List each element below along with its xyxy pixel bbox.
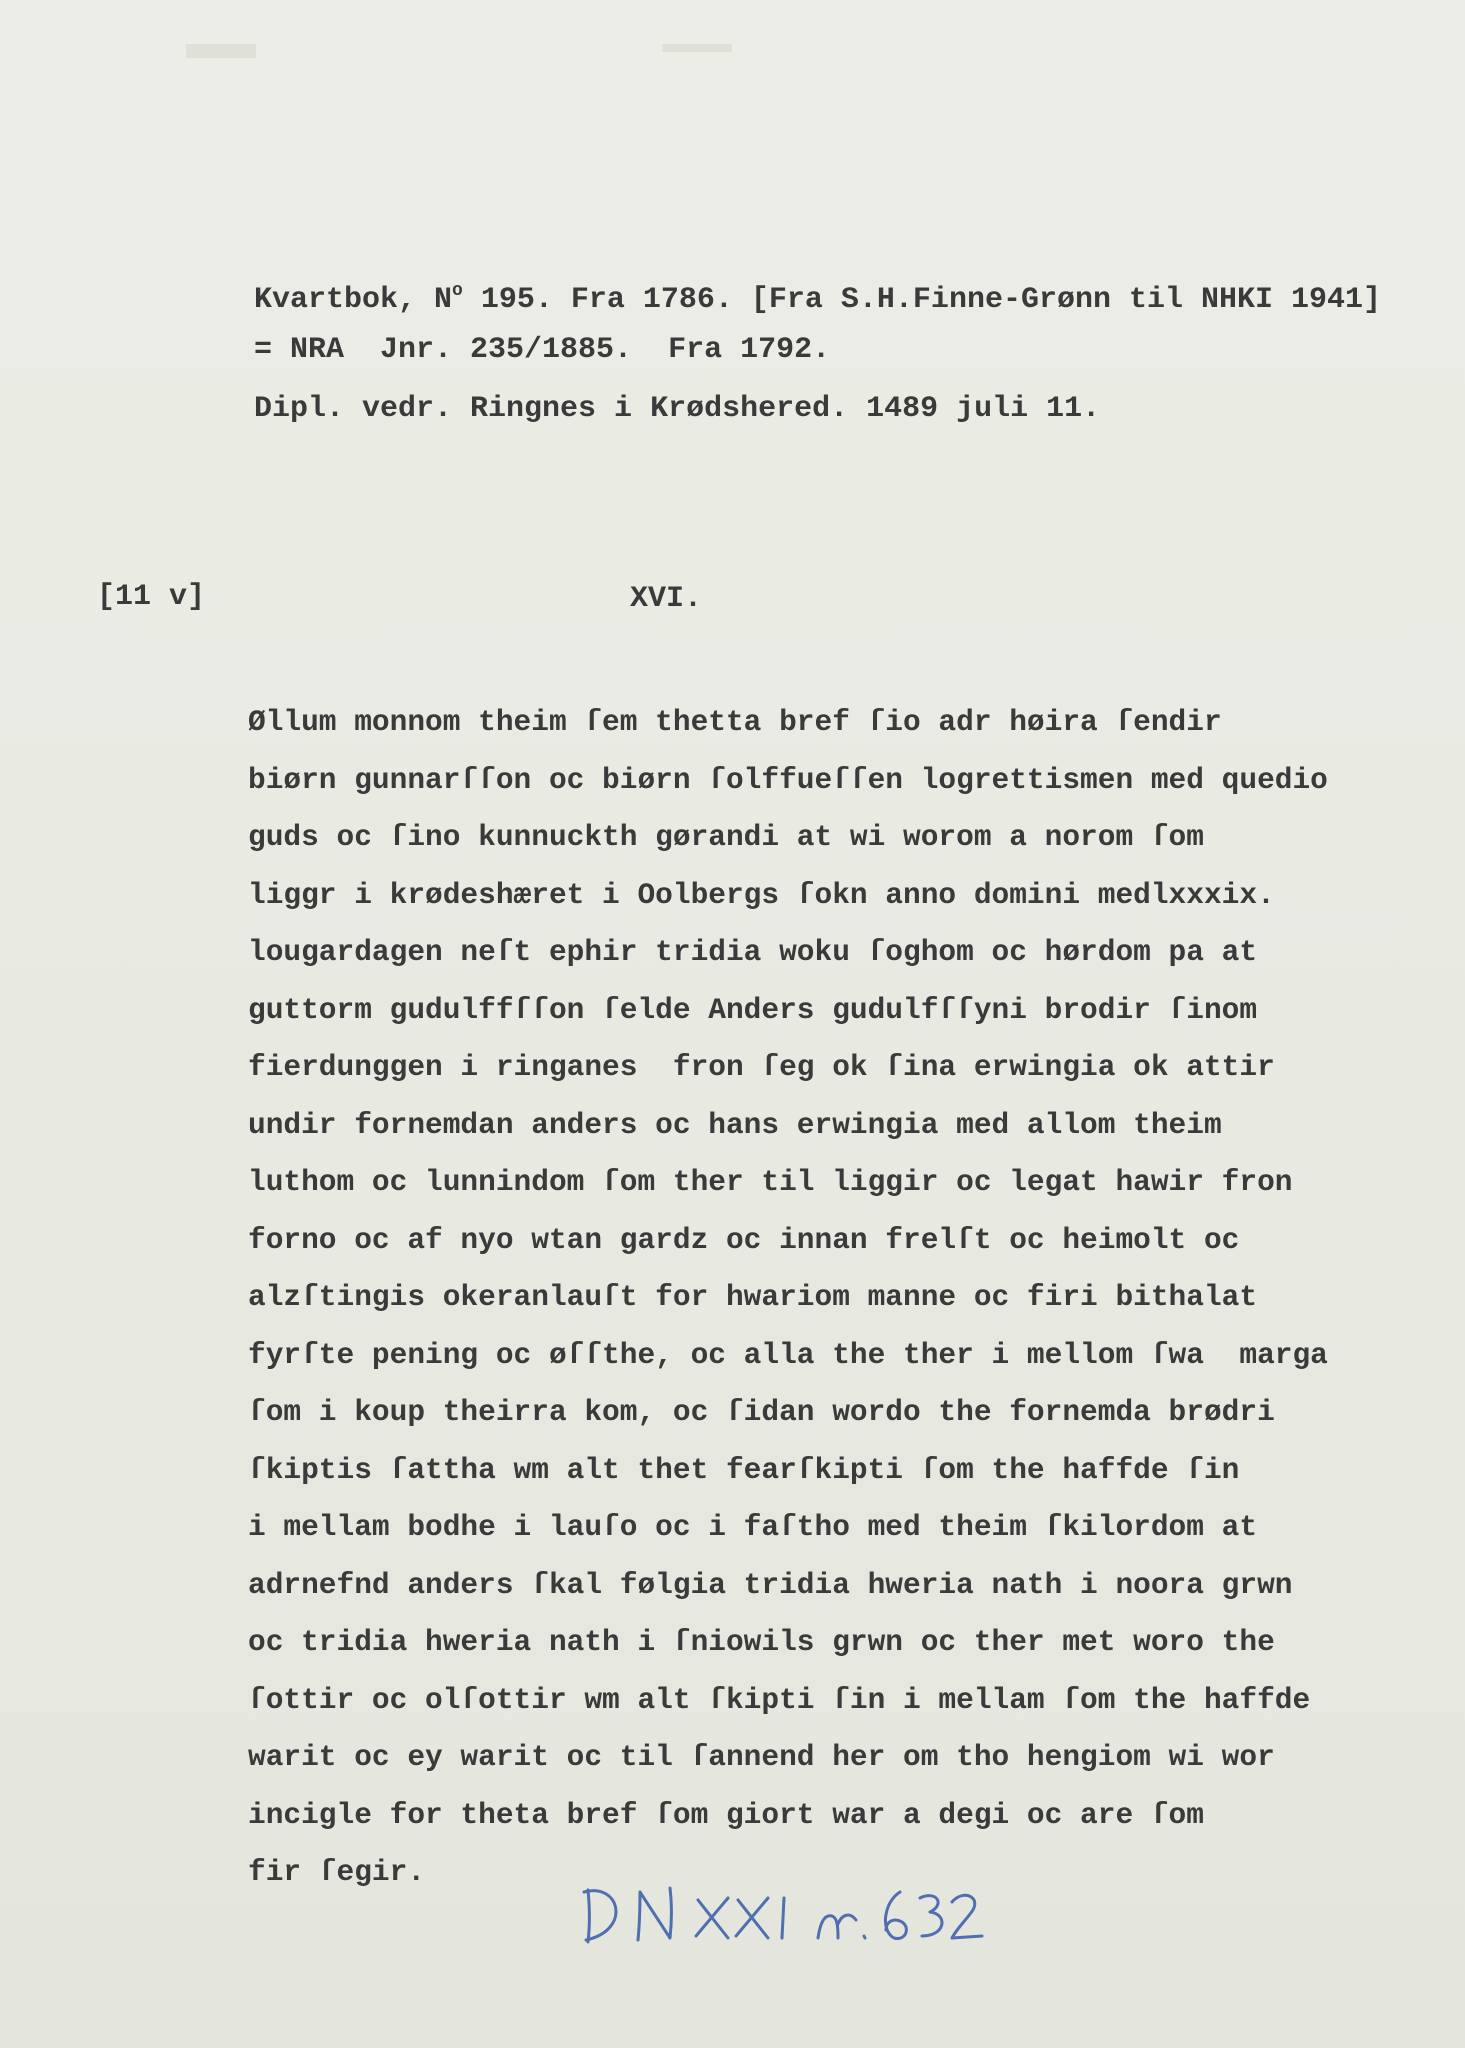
body-line: incigle for theta bref ſom giort war a degi oc are ſom — [248, 1797, 1204, 1832]
faint-smudge-left — [186, 44, 256, 58]
header-line-3: Dipl. vedr. Ringnes i Krødshered. 1489 juli 11. — [254, 392, 1101, 426]
body-line: guds oc ſino kunnuckth gørandi at wi worom a norom ſom — [248, 820, 1204, 854]
body-line: fir ſegir. — [248, 1855, 426, 1889]
body-line: fierdunggen i ringanes fron ſeg ok ſina erwingia ok attir — [248, 1050, 1275, 1084]
faint-smudge-center — [662, 44, 732, 52]
body-line: Øllum monnom theim ſem thetta bref ſio adr høira ſendir — [248, 705, 1222, 739]
header-line-1 — [254, 262, 1382, 321]
section-numeral: XVI. — [630, 582, 703, 616]
body-line: ſkiptis ſattha wm alt thet fearſkipti ſom the haffde ſin — [248, 1452, 1240, 1487]
transcription-body — [248, 694, 1398, 1902]
body-line: guttorm gudulffſſon ſelde Anders gudulfſſyni brodir ſinom — [248, 992, 1258, 1027]
body-line: i mellam bodhe i lauſo oc i faſtho med theim ſkilordom at — [248, 1510, 1258, 1544]
handwritten-annotation — [580, 1880, 1000, 1950]
header-line-2: = NRA Jnr. 235/1885. Fra 1792. — [254, 333, 831, 367]
header-line-1-post: 195. Fra 1786. [Fra S.H.Finne-Grønn til NHKI 1941] — [462, 283, 1382, 317]
body-line: luthom oc lunnindom ſom ther til liggir oc legat hawir fron — [248, 1165, 1293, 1199]
body-line: forno oc af nyo wtan gardz oc innan frelſt oc heimolt oc — [248, 1222, 1240, 1257]
body-line: lougardagen neſt ephir tridia woku ſoghom oc hørdom pa at — [248, 935, 1258, 969]
header-block — [254, 262, 1382, 439]
handwritten-annotation-drawing — [580, 1880, 1000, 1950]
body-line: alzſtingis okeranlauſt for hwariom manne oc firi bithalat — [248, 1280, 1258, 1314]
body-line: ſom i koup theirra kom, oc ſidan wordo the fornemda brødri — [248, 1395, 1275, 1429]
body-line: oc tridia hweria nath i ſniowils grwn oc ther met woro the — [248, 1625, 1275, 1659]
body-line: liggr i krødeshæret i Oolbergs ſokn anno domini medlxxxix. — [248, 877, 1275, 912]
header-line-1-pre: Kvartbok, N — [254, 283, 453, 317]
body-line: ſottir oc olſottir wm alt ſkipti ſin i mellam ſom the haffde — [248, 1682, 1311, 1717]
body-line: warit oc ey warit oc til ſannend her om tho hengiom wi wor — [248, 1740, 1275, 1774]
body-line: biørn gunnarſſon oc biørn ſolffueſſen logrettismen med quedio — [248, 762, 1328, 797]
body-line: adrnefnd anders ſkal følgia tridia hweria nath i noora grwn — [248, 1567, 1293, 1602]
header-line-1-superscript: o — [452, 281, 463, 301]
body-line: fyrſte pening oc øſſthe, oc alla the ther i mellom ſwa marga — [248, 1337, 1328, 1372]
body-line: undir fornemdan anders oc hans erwingia med allom theim — [248, 1107, 1222, 1142]
folio-reference: [11 v] — [97, 580, 206, 614]
